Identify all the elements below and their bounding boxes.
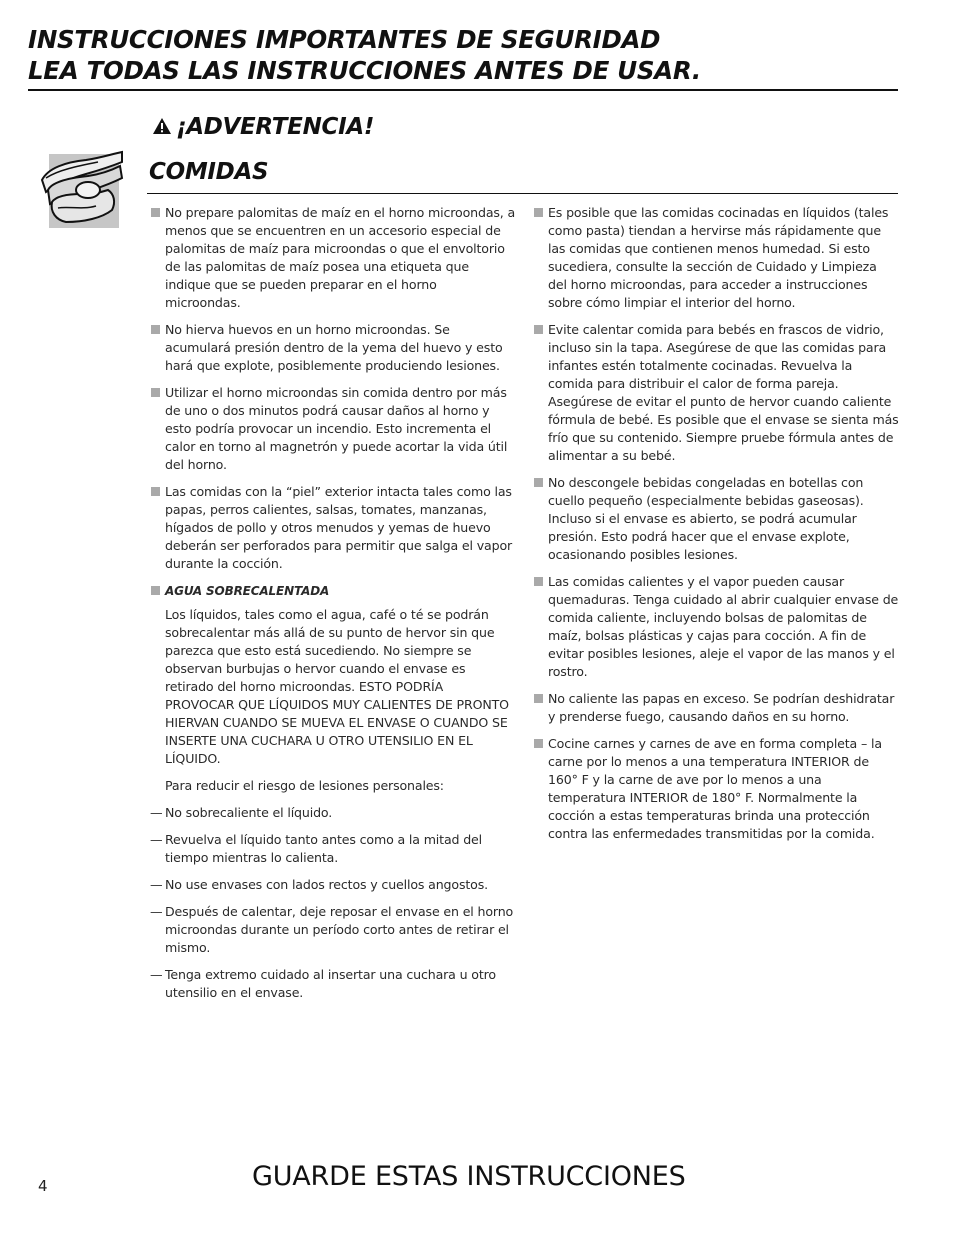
header-divider: [28, 89, 898, 91]
right-column: [533, 204, 899, 852]
header-line-2: LEA TODAS LAS INSTRUCCIONES ANTES DE USAR.: [28, 56, 701, 85]
list-item: Utilizar el horno microondas sin comida dentro por más de uno o dos minutos podrá causar daños al horno y esto podría provocar un incendio. Esto incrementa el calor en torno al magnetrón y puede acortar la vida útil del horno.: [150, 384, 516, 474]
page-number: 4: [38, 1177, 48, 1195]
bullet-square-icon: [151, 325, 160, 334]
list-item: Las comidas con la “piel” exterior intacta tales como las papas, perros calientes, salsas, tomates, manzanas, hígados de pollo y otros menudos y yemas de huevo deberán ser perforados para permitir que salga el vapor durante la cocción.: [150, 483, 516, 573]
warning-triangle-icon: [152, 115, 172, 141]
header-line-1: INSTRUCCIONES IMPORTANTES DE SEGURIDAD: [28, 25, 661, 54]
page-header: [28, 24, 898, 86]
superheated-water-text: Los líquidos, tales como el agua, café o té se podrán sobrecalentar más allá de su punto de hervor sin que parezca que esto está sucediendo. No siempre se observan burbujas o hervor cuando el envase es retirado del horno microondas. ESTO PODRÍA PROVOCAR QUE LÍQUIDOS MUY CALIENTES DE PRONTO HIERVAN CUANDO SE MUEVA EL ENVASE O CUANDO SE INSERTE UNA CUCHARA U OTRO UTENSILIO EN EL LÍQUIDO.: [165, 607, 509, 766]
left-column: [150, 204, 516, 1011]
superheated-water-heading: AGUA SOBRECALENTADA: [150, 582, 516, 600]
bullet-square-icon: [151, 487, 160, 496]
food-icon: [38, 150, 124, 230]
risk-reduction-intro: Para reducir el riesgo de lesiones personales:: [165, 778, 444, 793]
bullet-square-icon: [534, 694, 543, 703]
dash-item: — No use envases con lados rectos y cuellos angostos.: [150, 877, 488, 892]
list-item: Evite calentar comida para bebés en frascos de vidrio, incluso sin la tapa. Asegúrese de que las comidas para infantes estén totalmente cocinadas. Revuelva la comida para distribuir el calor de forma pareja. Asegúrese de evitar el punto de hervor cuando caliente fórmula de bebé. Es posible que el envase se sienta más frío que su contenido. Siempre pruebe fórmula antes de alimentar a su bebé.: [533, 321, 899, 465]
dash-item: — Después de calentar, deje reposar el envase en el horno microondas durante un período corto antes de retirar el mismo.: [150, 904, 514, 955]
bullet-square-icon: [151, 208, 160, 217]
bullet-square-icon: [534, 325, 543, 334]
list-item: Cocine carnes y carnes de ave en forma completa – la carne por lo menos a una temperatura INTERIOR de 160° F y la carne de ave por lo menos a una temperatura INTERIOR de 180° F. Normalmente la cocción a estas temperaturas brinda una protección contra las enfermedades transmitidas por la comida.: [533, 735, 899, 843]
list-item: Las comidas calientes y el vapor pueden causar quemaduras. Tenga cuidado al abrir cualquier envase de comida caliente, incluyendo bolsas de palomitas de maíz, bolsas plásticas y cajas para cocción. A fin de evitar posibles lesiones, aleje el vapor de las manos y el rostro.: [533, 573, 899, 681]
section-divider: [147, 193, 898, 194]
footer-title: GUARDE ESTAS INSTRUCCIONES: [252, 1161, 686, 1192]
bullet-square-icon: [151, 388, 160, 397]
list-item: No caliente las papas en exceso. Se podrían deshidratar y prenderse fuego, causando daños en su horno.: [533, 690, 899, 726]
list-item: No hierva huevos en un horno microondas. Se acumulará presión dentro de la yema del huevo y esto hará que explote, posiblemente produciendo lesiones.: [150, 321, 516, 375]
bullet-square-icon: [534, 739, 543, 748]
list-item: Es posible que las comidas cocinadas en líquidos (tales como pasta) tiendan a hervirse más rápidamente que las comidas que contienen menos humedad. Si esto sucediera, consulte la sección de Cuidado y Limpieza del horno microondas, para acceder a instrucciones sobre cómo limpiar el interior del horno.: [533, 204, 899, 312]
bullet-square-icon: [534, 577, 543, 586]
list-item: No prepare palomitas de maíz en el horno microondas, a menos que se encuentren en un accesorio especial de palomitas de maíz para microondas o que el envoltorio de las palomitas de maíz posea una etiqueta que indique que se pueden preparar en el horno microondas.: [150, 204, 516, 312]
bullet-square-icon: [534, 208, 543, 217]
dash-item: — No sobrecaliente el líquido.: [150, 805, 333, 820]
warning-label: ¡ADVERTENCIA!: [176, 114, 375, 140]
dash-item: — Tenga extremo cuidado al insertar una cuchara u otro utensilio en el envase.: [150, 967, 496, 1000]
bullet-square-icon: [151, 586, 160, 595]
bullet-square-icon: [534, 478, 543, 487]
warning-heading: [152, 114, 374, 141]
section-title: COMIDAS: [149, 159, 269, 185]
dash-item: — Revuelva el líquido tanto antes como a la mitad del tiempo mientras lo calienta.: [150, 832, 483, 865]
list-item: No descongele bebidas congeladas en botellas con cuello pequeño (especialmente bebidas gaseosas). Incluso si el envase es abierto, se podrá acumular presión. Esto podrá hacer que el envase explote, ocasionando posibles lesiones.: [533, 474, 899, 564]
